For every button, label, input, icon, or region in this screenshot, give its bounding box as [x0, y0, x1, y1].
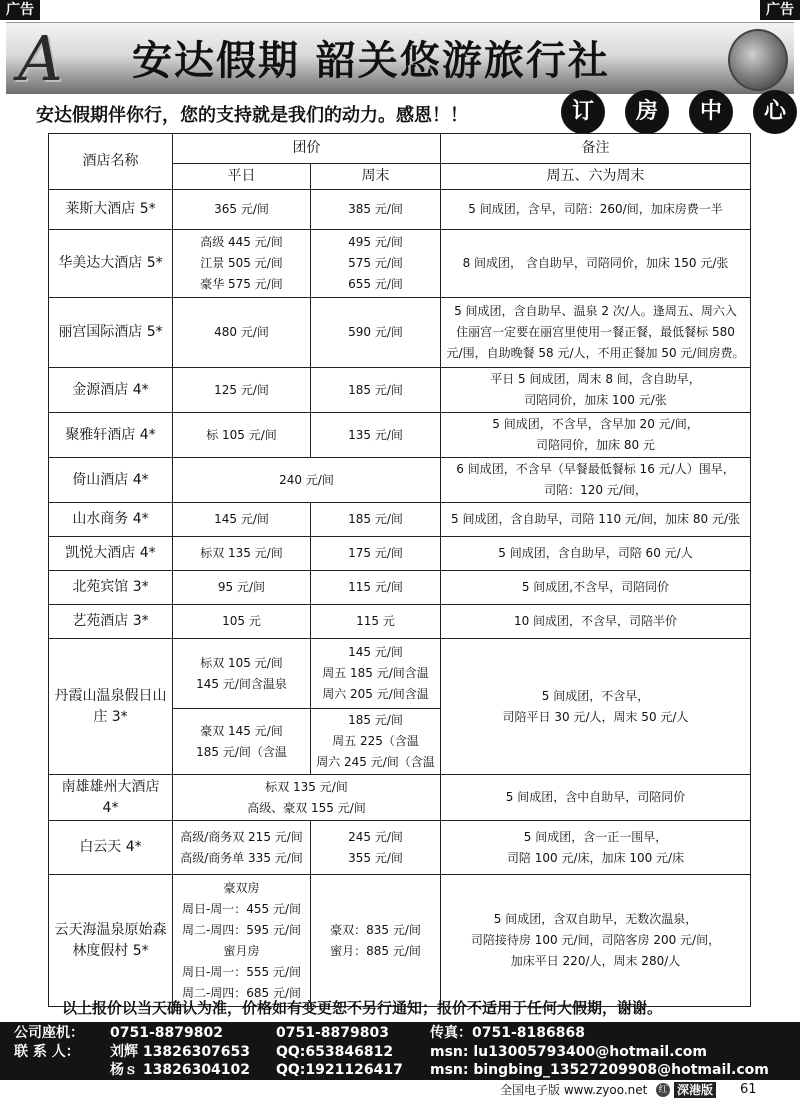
- weekend-price: 590 元/间: [311, 298, 441, 368]
- price-line: 豪双：835 元/间: [330, 922, 421, 937]
- weekend-price: 115 元: [311, 605, 441, 639]
- merged-price: 240 元/间: [173, 458, 441, 503]
- notes: 5 间成团,不含早，司陪同价: [441, 571, 751, 605]
- booking-char: 房: [625, 90, 669, 134]
- notes: [441, 413, 751, 458]
- price-line: 蜜月：885 元/间: [330, 943, 421, 958]
- merged-price: [173, 775, 441, 821]
- price-line: 145 元/间: [348, 645, 403, 659]
- contact-bar: [0, 1022, 800, 1080]
- price-line: 145 元/间含温泉: [196, 676, 287, 691]
- price-line: 655 元/间: [348, 277, 403, 291]
- note-line: 平日 5 间成团，周末 8 间，含自助早，: [490, 372, 701, 386]
- weekday-price: 标 105 元/间: [173, 413, 311, 458]
- red-badge-icon: 红: [656, 1083, 670, 1097]
- page-footer: [0, 1080, 800, 1100]
- price-line: 周六 245 元/间（含温: [316, 755, 435, 769]
- weekend-price: [311, 639, 441, 709]
- weekday-price: 480 元/间: [173, 298, 311, 368]
- price-line: 高级 445 元/间: [200, 235, 283, 249]
- fax: 传真：0751-8186868: [430, 1025, 585, 1041]
- header-banner: [6, 22, 794, 94]
- notes: [441, 298, 751, 368]
- weekday-price: [173, 875, 311, 1007]
- weekend-price: 175 元/间: [311, 537, 441, 571]
- weekend-price: 385 元/间: [311, 190, 441, 230]
- weekday-price: [173, 821, 311, 875]
- contact-1-qq: QQ:653846812: [276, 1044, 394, 1060]
- weekend-price: [311, 230, 441, 298]
- hotel-rate-table: [48, 133, 751, 1007]
- table-row: [49, 639, 751, 709]
- hotel-name: 丽宫国际酒店 5*: [49, 298, 173, 368]
- hotel-name: 云天海温泉原始森林度假村 5*: [49, 875, 173, 1007]
- notes: [441, 821, 751, 875]
- note-line: 司陪同价，加床 80 元: [536, 438, 655, 452]
- ad-tag-left: 广告: [0, 0, 40, 20]
- weekday-price: 标双 135 元/间: [173, 537, 311, 571]
- note-line: 5 间成团，含双自助早，无数次温泉，: [493, 912, 698, 926]
- notes: 5 间成团，含早，司陪：260/间，加床房费一半: [441, 190, 751, 230]
- note-line: 司陪同价，加床 100 元/张: [524, 393, 667, 407]
- price-line: 575 元/间: [348, 256, 403, 270]
- slogan: 安达假期伴你行，您的支持就是我们的动力。感恩！！: [36, 105, 468, 126]
- note-line: 加床平日 220/人，周末 280/人: [510, 954, 681, 968]
- contact-1-msn: msn: lu13005793400@hotmail.com: [430, 1044, 708, 1060]
- phone-2: 0751-8879803: [276, 1025, 389, 1041]
- notes: [441, 639, 751, 775]
- header-hotel-name: 酒店名称: [49, 134, 173, 190]
- notes: 8 间成团， 含自助早，司陪同价，加床 150 元/张: [441, 230, 751, 298]
- price-line: 245 元/间: [348, 829, 403, 844]
- table-row: [49, 875, 751, 1007]
- table-row: [49, 368, 751, 413]
- phone-label: 公司座机：: [14, 1025, 84, 1041]
- price-line: 355 元/间: [348, 850, 403, 865]
- table-row: [49, 413, 751, 458]
- price-line: 185 元/间: [348, 713, 403, 727]
- price-line: 周日-周一：555 元/间: [181, 964, 302, 979]
- booking-char: 订: [561, 90, 605, 134]
- header-notes-sub: 周五、六为周末: [441, 164, 751, 190]
- weekday-price: [173, 639, 311, 709]
- note-line: 司陪：120 元/间，: [544, 483, 647, 497]
- hotel-name: 北苑宾馆 3*: [49, 571, 173, 605]
- hotel-name: 山水商务 4*: [49, 503, 173, 537]
- notes: 10 间成团，不含早，司陪半价: [441, 605, 751, 639]
- table-row: [49, 537, 751, 571]
- notes: 5 间成团，含中自助早，司陪同价: [441, 775, 751, 821]
- weekday-price: [173, 230, 311, 298]
- price-disclaimer: 以上报价以当天确认为准，价格如有变更恕不另行通知；报价不适用于任何大假期，谢谢。: [62, 999, 663, 1017]
- note-line: 住丽宫一定要在丽宫里使用一餐正餐，最低餐标 580: [456, 325, 735, 339]
- notes: [441, 458, 751, 503]
- header-weekend: 周末: [311, 164, 441, 190]
- contact-2-phone: 杨ｓ 13826304102: [110, 1062, 251, 1078]
- table-row: [49, 503, 751, 537]
- weekday-price: 95 元/间: [173, 571, 311, 605]
- ad-tag-right: 广告: [760, 0, 800, 20]
- price-line: 豪双 145 元/间: [200, 723, 283, 738]
- price-line: 蜜月房: [223, 943, 260, 958]
- price-line: 标双 105 元/间: [200, 655, 283, 670]
- table-row: [49, 571, 751, 605]
- price-line: 高级/商务双 215 元/间: [180, 829, 303, 844]
- weekend-price: 115 元/间: [311, 571, 441, 605]
- note-line: 司陪平日 30 元/人，周末 50 元/人: [502, 709, 689, 724]
- note-line: 5 间成团，不含早，含早加 20 元/间，: [492, 417, 699, 431]
- notes: [441, 875, 751, 1007]
- note-line: 5 间成团，不含早，: [541, 688, 650, 703]
- hotel-name: 南雄雄州大酒店 4*: [49, 775, 173, 821]
- table-row: [49, 458, 751, 503]
- contact-person-label: 联 系 人：: [14, 1044, 80, 1060]
- price-line: 标双 135 元/间: [265, 779, 348, 794]
- price-line: 周五 185 元/间含温: [322, 666, 429, 680]
- note-line: 元/围，自助晚餐 58 元/人，不用正餐加 50 元/间房费。: [446, 346, 745, 360]
- header-weekday: 平日: [173, 164, 311, 190]
- notes: 5 间成团，含自助早，司陪 110 元/间，加床 80 元/张: [441, 503, 751, 537]
- price-line: 豪双房: [223, 880, 260, 895]
- price-line: 周五 225（含温: [332, 734, 419, 748]
- weekday-price: 145 元/间: [173, 503, 311, 537]
- page-title: 安达假期 韶关悠游旅行社: [132, 38, 610, 84]
- table-row: [49, 775, 751, 821]
- price-line: 豪华 575 元/间: [200, 277, 283, 291]
- price-line: 周二-周四：595 元/间: [181, 922, 302, 937]
- price-line: 高级/商务单 335 元/间: [180, 850, 303, 865]
- note-line: 司陪接待房 100 元/间，司陪客房 200 元/间，: [470, 933, 721, 947]
- price-line: 周二-周四：685 元/间: [181, 985, 302, 1000]
- weekday-price: 125 元/间: [173, 368, 311, 413]
- page-number: 61: [740, 1082, 757, 1097]
- weekend-price: 185 元/间: [311, 368, 441, 413]
- header-notes: 备注: [441, 134, 751, 164]
- price-line: 周六 205 元/间含温: [322, 687, 429, 701]
- contact-2-msn: msn: bingbing_13527209908@hotmail.com: [430, 1062, 769, 1078]
- weekend-price: 185 元/间: [311, 503, 441, 537]
- contact-2-qq: QQ:1921126417: [276, 1062, 403, 1078]
- table-row: [49, 230, 751, 298]
- edition-label: 深港版: [674, 1082, 716, 1098]
- hotel-name: 艺苑酒店 3*: [49, 605, 173, 639]
- booking-char: 心: [753, 90, 797, 134]
- hotel-name: 莱斯大酒店 5*: [49, 190, 173, 230]
- site-url: 全国电子版 www.zyoo.net: [500, 1083, 648, 1097]
- hotel-name: 白云天 4*: [49, 821, 173, 875]
- phone-1: 0751-8879802: [110, 1025, 223, 1041]
- note-line: 5 间成团，含一正一围早，: [523, 829, 668, 844]
- price-line: 高级、豪双 155 元/间: [247, 800, 366, 815]
- table-row: [49, 821, 751, 875]
- hotel-name: 凯悦大酒店 4*: [49, 537, 173, 571]
- booking-char: 中: [689, 90, 733, 134]
- hotel-name: 华美达大酒店 5*: [49, 230, 173, 298]
- hotel-name: 倚山酒店 4*: [49, 458, 173, 503]
- scenery-photo: [728, 29, 788, 91]
- table-row: [49, 605, 751, 639]
- table-row: [49, 298, 751, 368]
- weekend-price: 135 元/间: [311, 413, 441, 458]
- weekday-price: 365 元/间: [173, 190, 311, 230]
- weekend-price: [311, 709, 441, 775]
- notes: [441, 368, 751, 413]
- table-row: [49, 190, 751, 230]
- price-line: 185 元/间（含温: [196, 744, 287, 759]
- hotel-name: 金源酒店 4*: [49, 368, 173, 413]
- hotel-name: 聚雅轩酒店 4*: [49, 413, 173, 458]
- price-line: 江景 505 元/间: [200, 256, 283, 270]
- weekend-price: [311, 875, 441, 1007]
- header-group-price: 团价: [173, 134, 441, 164]
- weekday-price: 105 元: [173, 605, 311, 639]
- price-line: 495 元/间: [348, 235, 403, 249]
- weekday-price: [173, 709, 311, 775]
- weekend-price: [311, 821, 441, 875]
- notes: 5 间成团，含自助早，司陪 60 元/人: [441, 537, 751, 571]
- company-logo-icon: A: [18, 22, 63, 95]
- note-line: 5 间成团，含自助早、温泉 2 次/人。逢周五、周六入: [454, 304, 737, 318]
- price-line: 周日-周一：455 元/间: [181, 901, 302, 916]
- hotel-name: 丹霞山温泉假日山庄 3*: [49, 639, 173, 775]
- note-line: 6 间成团，不含早（早餐最低餐标 16 元/人）围早，: [456, 462, 735, 476]
- contact-1-phone: 刘辉 13826307653: [110, 1044, 251, 1060]
- note-line: 司陪 100 元/床，加床 100 元/床: [506, 850, 685, 865]
- booking-center-badge: [561, 90, 797, 134]
